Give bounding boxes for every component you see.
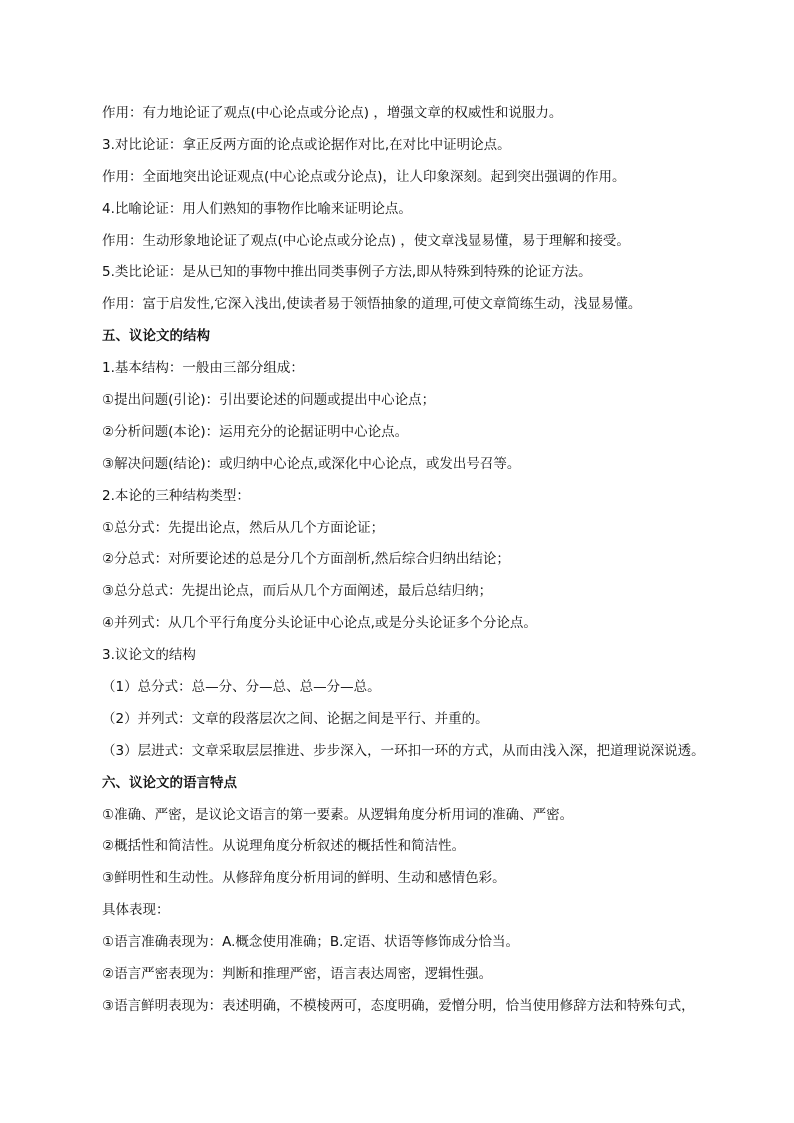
text-line: （1）总分式：总—分、分—总、总—分—总。 xyxy=(102,679,381,696)
section-heading: 六、议论文的语言特点 xyxy=(102,774,237,791)
text-line: 1.基本结构：一般由三部分组成： xyxy=(102,360,304,377)
text-line: ①总分式：先提出论点，然后从几个方面论证； xyxy=(102,519,385,536)
text-line: ②语言严密表现为：判断和推理严密，语言表达周密，逻辑性强。 xyxy=(102,966,493,983)
text-line: ④并列式：从几个平行角度分头论证中心论点,或是分头论证多个分论点。 xyxy=(102,615,537,632)
text-line: 具体表现： xyxy=(102,902,170,919)
text-line: 5.类比论证：是从已知的事物中推出同类事例子方法,即从特殊到特殊的论证方法。 xyxy=(102,264,592,281)
text-line: ②分总式：对所要论述的总是分几个方面剖析,然后综合归纳出结论； xyxy=(102,551,510,568)
text-line: ①提出问题(引论)：引出要论述的问题或提出中心论点； xyxy=(102,392,436,409)
text-line: ①准确、严密，是议论文语言的第一要素。从逻辑角度分析用词的准确、严密。 xyxy=(102,806,574,823)
text-line: ②分析问题(本论)：运用充分的论据证明中心论点。 xyxy=(102,423,409,440)
text-line: 2.本论的三种结构类型： xyxy=(102,487,250,504)
section-heading: 五、议论文的结构 xyxy=(102,328,210,345)
text-line: （3）层进式：文章采取层层推进、步步深入，一环扣一环的方式，从而由浅入深，把道理说深说透。 xyxy=(102,742,705,759)
text-line: 作用：有力地论证了观点(中心论点或分论点) ，增强文章的权威性和说服力。 xyxy=(102,105,563,121)
text-line: 作用：全面地突出论证观点(中心论点或分论点)，让人印象深刻。起到突出强调的作用。 xyxy=(102,168,626,185)
text-line: ③总分总式：先提出论点，而后从几个方面阐述，最后总结归纳； xyxy=(102,583,493,600)
text-line: 3.对比论证：拿正反两方面的论点或论据作对比,在对比中证明论点。 xyxy=(102,136,511,153)
text-line: （2）并列式：文章的段落层次之间、论据之间是平行、并重的。 xyxy=(102,710,489,727)
text-line: 3.议论文的结构 xyxy=(102,647,196,664)
text-line: ③鲜明性和生动性。从修辞角度分析用词的鲜明、生动和感情色彩。 xyxy=(102,870,506,887)
text-line: ③解决问题(结论)：或归纳中心论点,或深化中心论点，或发出号召等。 xyxy=(102,455,521,472)
document-body xyxy=(102,98,742,1023)
text-line: ③语言鲜明表现为：表述明确，不模棱两可，态度明确，爱憎分明，恰当使用修辞方法和特殊句式， xyxy=(102,997,695,1014)
text-line: ②概括性和简洁性。从说理角度分析叙述的概括性和简洁性。 xyxy=(102,838,466,855)
text-line: 4.比喻论证：用人们熟知的事物作比喻来证明论点。 xyxy=(102,200,412,217)
text-line: 作用：生动形象地论证了观点(中心论点或分论点) ，使文章浅显易懂，易于理解和接受。 xyxy=(102,232,630,249)
text-line: 作用：富于启发性,它深入浅出,使读者易于领悟抽象的道理,可使文章简练生动，浅显易懂。 xyxy=(102,296,642,313)
text-line: ①语言准确表现为：A.概念使用准确；B.定语、状语等修饰成分恰当。 xyxy=(102,934,519,951)
